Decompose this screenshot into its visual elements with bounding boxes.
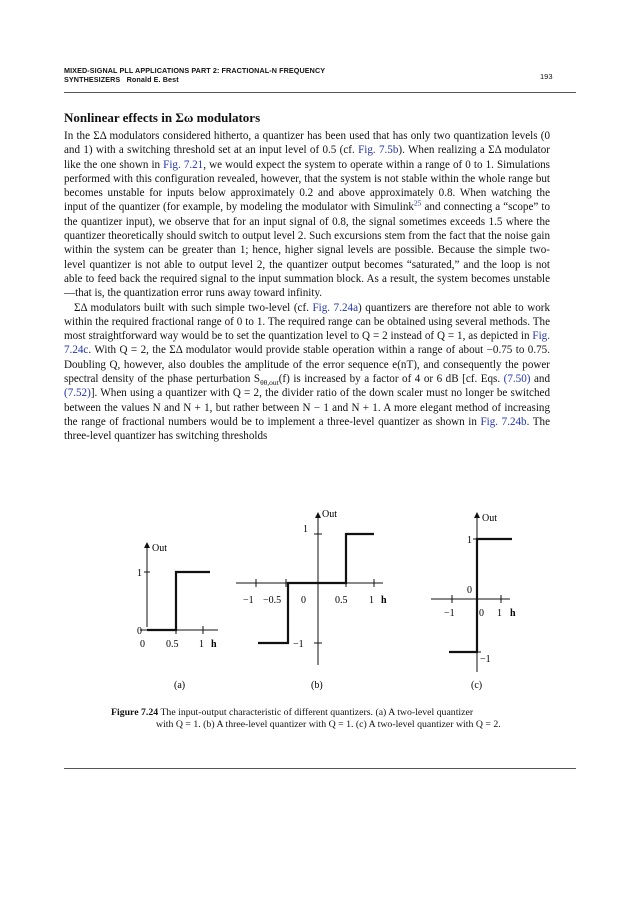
text-run: and connecting a “scope” to the quantizer input), we observe that for an input signal of 0.8, the signal sometimes exceeds 1.5 where the quantizer theoretically should switch to output level 2. Such excursions stem from the fact that the noise gain within the system can be greater than 1; hence, higher signal levels are possible. Because the simple two-level quantizer is not able to output level 2, the quantizer output becomes “saturated,” and the loop is not able to feed back the required signal to the input summation block. As a result, the system becomes unstable—that is, the quantization error runs away toward infinity. bbox=[64, 201, 550, 300]
figure-caption bbox=[111, 707, 551, 731]
panel-b-x-tick-0: 0 bbox=[301, 595, 306, 606]
panel-a-x-tick-0: 0 bbox=[140, 639, 145, 650]
panel-a-out-label: Out bbox=[152, 543, 167, 554]
panel-a-y-tick-0: 0 bbox=[137, 626, 142, 637]
panel-c-caption: (c) bbox=[471, 680, 483, 691]
panel-c-h-label: h bbox=[510, 608, 516, 619]
panel-c-step-curve bbox=[449, 539, 512, 652]
caption-number: Figure 7.24 bbox=[111, 707, 159, 718]
panel-c-x-tick-m1: −1 bbox=[444, 608, 455, 619]
panel-b-y-tick-1: 1 bbox=[303, 524, 308, 535]
panel-b-x-tick-1: 1 bbox=[369, 595, 374, 606]
panel-b-h-label: h bbox=[381, 595, 387, 606]
panel-c-x-tick-1: 1 bbox=[497, 608, 502, 619]
panel-b-step-curve bbox=[258, 534, 374, 643]
panel-b-x-tick-m05: −0.5 bbox=[263, 595, 282, 606]
panel-a-caption: (a) bbox=[174, 680, 186, 691]
panel-b-x-tick-05: 0.5 bbox=[335, 595, 348, 606]
panel-a bbox=[140, 545, 218, 634]
panel-c-out-label: Out bbox=[482, 513, 497, 524]
panel-a-x-tick-05: 0.5 bbox=[166, 639, 179, 650]
text-run: In the ΣΔ modulators considered hitherto, a quantizer has been used that has only two quantization levels (0 and 1) with a switching threshold set at an input level of 0.5 (cf. bbox=[64, 130, 550, 157]
text-run: . The three-level quantizer has switching thresholds bbox=[64, 415, 551, 443]
link-eq-7-50[interactable]: (7.50) bbox=[503, 373, 531, 386]
header-divider bbox=[64, 92, 576, 93]
text-run: and bbox=[530, 373, 550, 386]
link-fig-7-24b[interactable]: Fig. 7.24b bbox=[480, 415, 527, 428]
panel-a-h-label: h bbox=[211, 639, 217, 650]
panel-c-y-tick-1: 1 bbox=[467, 535, 472, 546]
subscript: θθ,out bbox=[260, 378, 279, 388]
quantizer-figure bbox=[0, 505, 636, 705]
panel-b-x-tick-m1: −1 bbox=[243, 595, 254, 606]
link-fig-7-5b[interactable]: Fig. 7.5b bbox=[358, 144, 399, 157]
caption-text-1: The input-output characteristic of different quantizers. (a) A two-level quantizer bbox=[158, 707, 474, 718]
footnote-ref-25[interactable]: 25 bbox=[413, 198, 422, 208]
panel-b bbox=[236, 515, 383, 665]
text-run: ΣΔ modulators built with such simple two-level (cf. bbox=[74, 301, 313, 314]
panel-b-y-tick-m1: −1 bbox=[293, 639, 304, 650]
panel-a-x-tick-1: 1 bbox=[199, 639, 204, 650]
panel-c-y-tick-m1: −1 bbox=[480, 654, 491, 665]
paragraph-1 bbox=[64, 129, 550, 301]
text-run: , we would expect the system to operate within a range of 0 to 1. Simulations performed with this configuration revealed, however, that the system is not stable within the whole range but becomes unstable for inputs below approximately 0.2 and above approximately 0.8. When watching the input of the quantizer (for example, by modeling the modulator with Simulink bbox=[64, 158, 551, 214]
text-run: ]. When using a quantizer with Q = 2, the divider ratio of the down scaler must no longer be switched between the values N and N + 1, but rather between N − 1 and N + 1. A more elegant method of increasing the range of fractional numbers would be to implement a three-level quantizer as shown in bbox=[64, 387, 550, 428]
header-line-2: SYNTHESIZERS Ronald E. Best bbox=[64, 75, 179, 84]
header-line-1: MIXED-SIGNAL PLL APPLICATIONS PART 2: FRACTIONAL-N FREQUENCY bbox=[64, 66, 326, 75]
text-run: (f) is increased by a factor of 4 or 6 dB [cf. Eqs. bbox=[278, 373, 504, 386]
panel-b-caption: (b) bbox=[311, 680, 323, 691]
page-number: 193 bbox=[540, 72, 553, 81]
panel-a-step-curve bbox=[147, 572, 210, 630]
running-header bbox=[64, 66, 546, 84]
link-eq-7-52[interactable]: (7.52) bbox=[64, 387, 91, 400]
text-run: ) quantizers are therefore not able to work within the required fractional range of 0 to 1. The required range can be obtained using several methods. The most straightforward way would be to set the quantization level to Q = 2 instead of Q = 1, as depicted in bbox=[64, 301, 550, 343]
panel-c-y-tick-0: 0 bbox=[467, 585, 472, 596]
text-run: ). When realizing a ΣΔ modulator like the one shown in bbox=[64, 144, 550, 171]
body-text bbox=[64, 129, 550, 444]
link-fig-7-24a[interactable]: Fig. 7.24a bbox=[312, 301, 358, 314]
panel-b-out-label: Out bbox=[322, 509, 337, 520]
section-title: Nonlinear effects in Σω modulators bbox=[64, 110, 261, 125]
paragraph-2 bbox=[64, 301, 550, 444]
text-run: . With Q = 2, the ΣΔ modulator would provide stable operation within a range of about −0.75 to 0.75. Doubling Q, however, also doubles the amplitude of the error sequence e(nT), and consequently the power spectral density of the phase perturbation S bbox=[64, 344, 550, 386]
link-fig-7-21[interactable]: Fig. 7.21 bbox=[163, 158, 204, 171]
panel-c-x-tick-0: 0 bbox=[479, 608, 484, 619]
link-fig-7-24c[interactable]: Fig. 7.24c bbox=[64, 330, 550, 357]
caption-text-2: with Q = 1. (b) A three-level quantizer with Q = 1. (c) A two-level quantizer with Q = 2. bbox=[156, 719, 501, 730]
footer-divider bbox=[64, 768, 576, 769]
panel-a-y-tick-1: 1 bbox=[137, 568, 142, 579]
